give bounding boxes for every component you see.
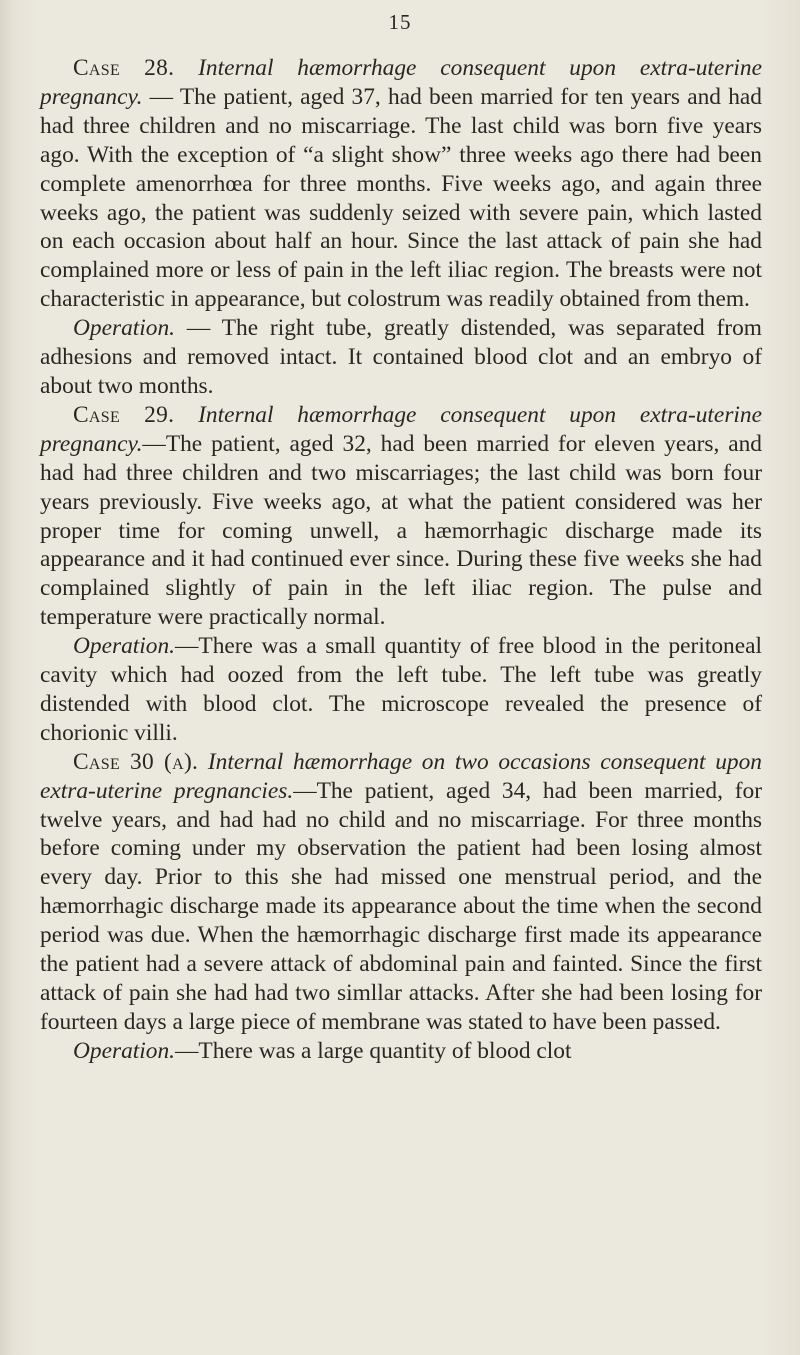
paragraph-text: —There was a small quantity of free blood in the peritoneal cavity which had oozed from the left tube. The left tube was greatly distended with blood clot. The microscope revealed the presence of chorionic villi. [40,633,762,746]
page-number: 15 [388,10,412,34]
operation-label: Operation. [73,633,176,660]
page-body [40,54,762,1066]
case-label: Case 28. [73,55,175,81]
paragraph-text: — The right tube, greatly distended, was separated from adhesions and removed intact. It contained blood clot and an embryo of about two months. [40,315,762,399]
case-label: Case 29. [73,401,175,428]
case-title: Internal hæmorrhage consequent upon extra-uterine pregnancy. [40,55,762,110]
paragraph-text: — The patient, aged 37, had been married for ten years and had had three children and no miscarriage. The last child was born five years ago. With the exception of “a slight show” three weeks ago there had been complete amenorrhœa for three months. Five weeks ago, and again three weeks ago, the patient was suddenly seized with severe pain, which lasted on each occasion about half an hour. Since the last attack of pain she had complained more or less of pain in the left iliac region. The breasts were not characteristic in appearance, but colostrum was readily obtained from them. [40,83,762,313]
paragraph-operation-30a [40,1037,762,1066]
operation-label: Operation. [73,1037,176,1064]
case-label: Case 30 (a). [73,748,199,775]
operation-label: Operation. [73,315,176,342]
case-title: Internal hæmorrhage on two occasions consequent upon extra-uterine pregnancies. [40,748,762,804]
case-title: Internal hæmorrhage consequent upon extra-uterine pregnancy. [40,401,762,457]
paragraph-case-29 [40,401,762,632]
paragraph-operation-29 [40,632,762,748]
paragraph-operation-28 [40,314,762,401]
paragraph-case-30a [40,748,762,1037]
paragraph-case-28 [40,54,762,314]
paragraph-text: —The patient, aged 32, had been married for eleven years, and had had three children and two miscarriages; the last child was born four years previously. Five weeks ago, at what the patient considered was her proper time for coming unwell, a hæmorrhagic discharge made its appearance and it had continued ever since. During these five weeks she had complained slightly of pain in the left iliac region. The pulse and temperature were practically normal. [40,430,762,631]
paragraph-text: —There was a large quantity of blood clot [175,1037,572,1064]
paragraph-text: —The patient, aged 34, had been married, for twelve years, and had had no child and no miscarriage. For three months before coming under my observation the patient had been losing almost every day. Prior to this she had missed one menstrual period, and the hæmorrhagic discharge made its appearance about the time when the second period was due. When the hæmorrhagic discharge first made its appearance the patient had a severe attack of abdominal pain and fainted. Since the first attack of pain she had had two simllar attacks. After she had been losing for fourteen days a large piece of membrane was stated to have been passed. [40,777,762,1035]
